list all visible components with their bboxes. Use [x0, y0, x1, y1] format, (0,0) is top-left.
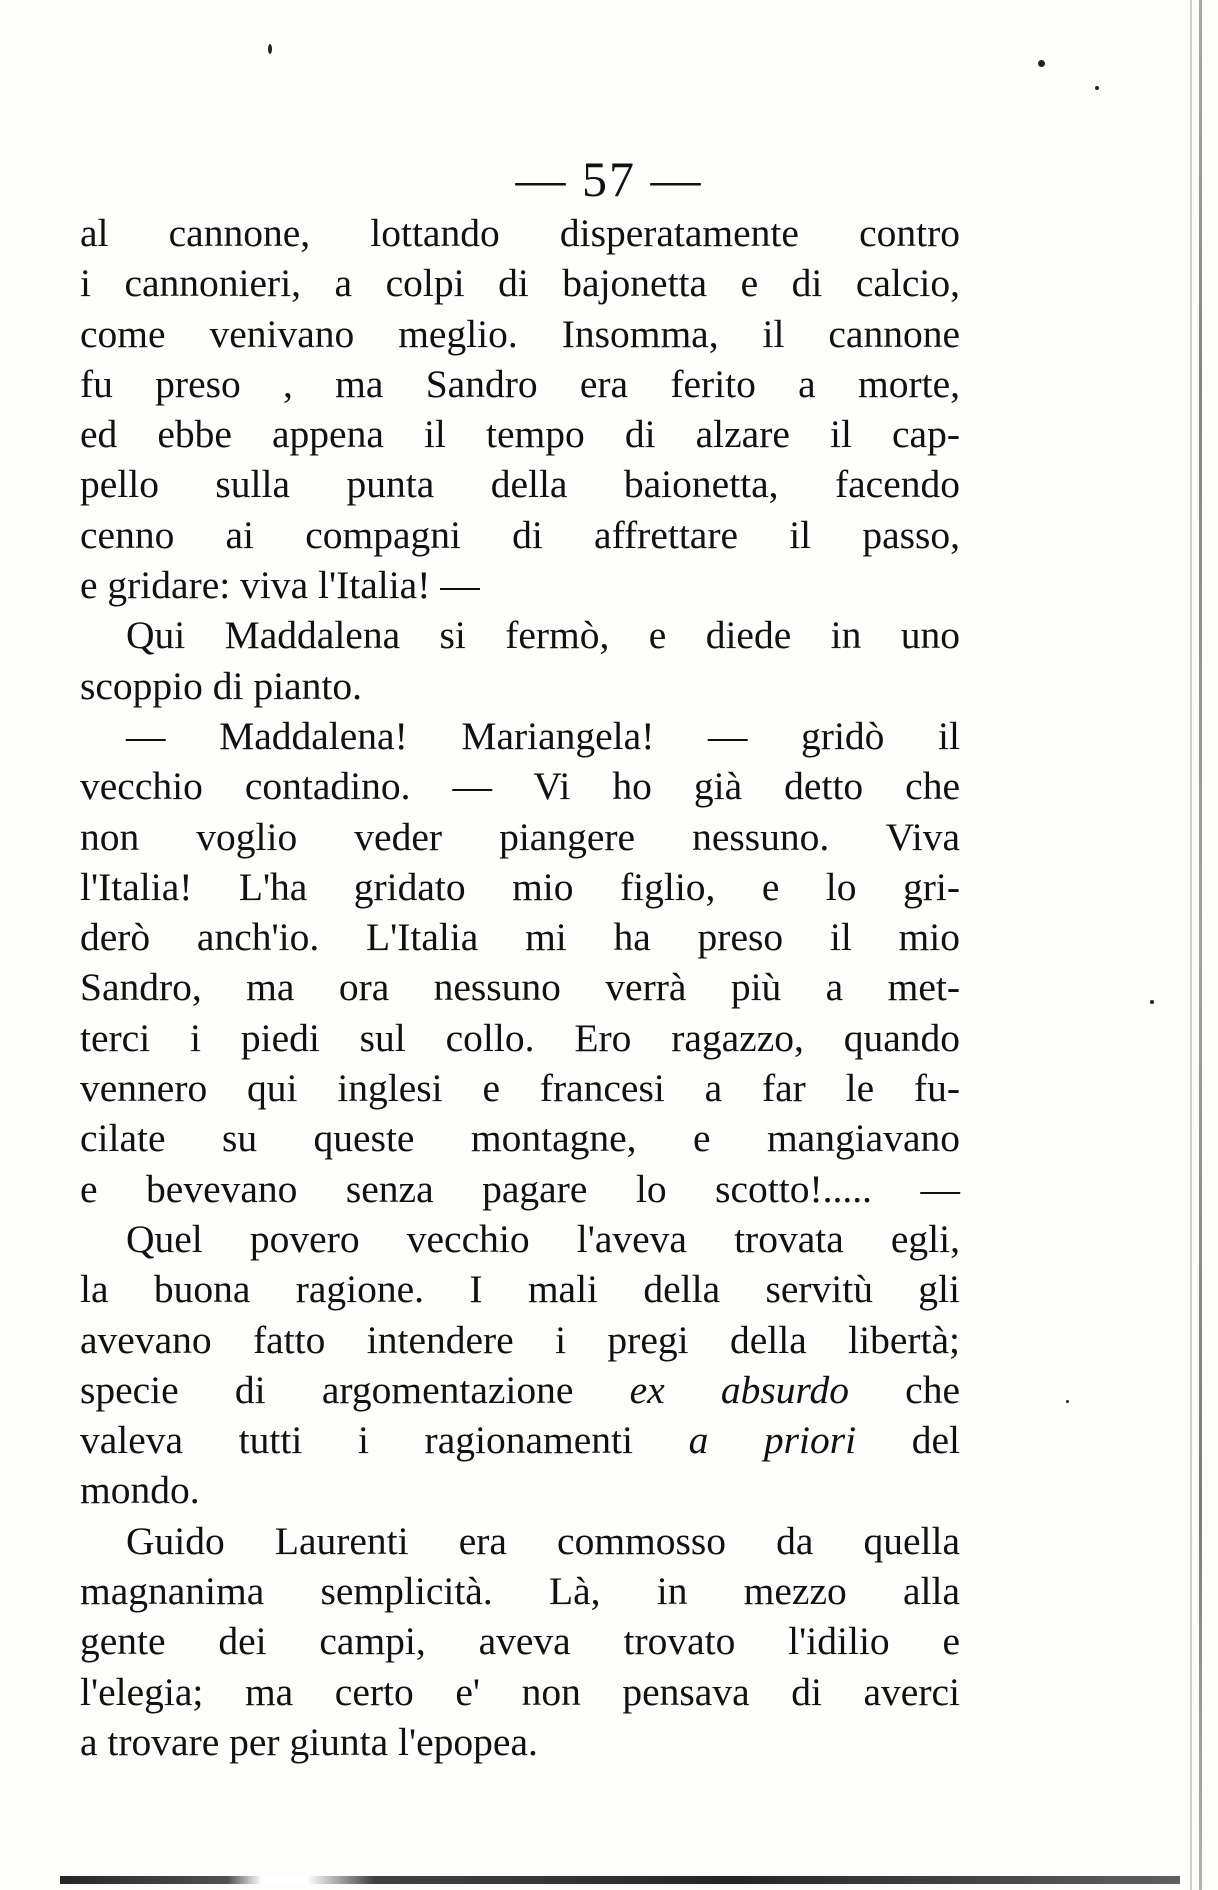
text-line: vecchio contadino. — Vi ho già detto che: [80, 764, 960, 809]
text-line: non voglio veder piangere nessuno. Viva: [80, 814, 960, 859]
text-line: derò anch'io. L'Italia mi ha preso il mio: [80, 915, 960, 960]
scan-speck: [1066, 1400, 1069, 1403]
text-line: terci i piedi sul collo. Ero ragazzo, quando: [80, 1015, 960, 1060]
text-line: Qui Maddalena si fermò, e diede in uno: [126, 613, 960, 658]
text-line: la buona ragione. I mali della servitù gli: [80, 1267, 960, 1312]
text-line: gente dei campi, aveva trovato l'idilio e: [80, 1619, 960, 1664]
text-line: pello sulla punta della baionetta, facendo: [80, 462, 960, 507]
text-line: ed ebbe appena il tempo di alzare il cap-: [80, 412, 960, 457]
scan-speck: [268, 44, 272, 54]
scan-speck: [1095, 86, 1099, 90]
text-line: a trovare per giunta l'epopea.: [80, 1719, 538, 1764]
text-line: Guido Laurenti era commosso da quella: [126, 1518, 960, 1563]
text-line: l'Italia! L'ha gridato mio figlio, e lo gri-: [80, 864, 960, 909]
text-line: e gridare: viva l'Italia! —: [80, 563, 480, 608]
page-number: — 57 —: [515, 151, 703, 207]
italic-phrase: ex absurdo: [629, 1367, 849, 1412]
text-line: — Maddalena! Mariangela! — gridò il: [126, 713, 960, 758]
binding-edge: [1199, 0, 1202, 1890]
text-line: e bevevano senza pagare lo scotto!..... —: [80, 1166, 960, 1211]
bottom-page-edge: [60, 1876, 1180, 1884]
text-line: fu preso , ma Sandro era ferito a morte,: [80, 361, 960, 406]
text-line: magnanima semplicità. Là, in mezzo alla: [80, 1569, 960, 1614]
text-line: l'elegia; ma certo e' non pensava di averci: [80, 1669, 960, 1714]
text-line: specie di argomentazione ex absurdo che: [80, 1367, 960, 1412]
text-line: i cannonieri, a colpi di bajonetta e di calcio,: [80, 261, 960, 306]
text-line: scoppio di pianto.: [80, 663, 362, 708]
text-line: Quel povero vecchio l'aveva trovata egli,: [126, 1216, 960, 1261]
text-line: al cannone, lottando disperatamente contro: [80, 211, 960, 255]
text-line: cilate su queste montagne, e mangiavano: [80, 1116, 960, 1161]
text-line: come venivano meglio. Insomma, il cannone: [80, 311, 960, 356]
scan-speck: [1038, 60, 1045, 67]
text-line: avevano fatto intendere i pregi della libertà;: [80, 1317, 960, 1362]
scan-speck: [1150, 1000, 1154, 1004]
binding-edge-shadow: [1190, 0, 1192, 1890]
text-line: mondo.: [80, 1468, 200, 1513]
text-line: valeva tutti i ragionamenti a priori del: [80, 1418, 960, 1463]
italic-phrase: a priori: [688, 1418, 857, 1463]
text-line: Sandro, ma ora nessuno verrà più a met-: [80, 965, 960, 1010]
text-line: vennero qui inglesi e francesi a far le fu-: [80, 1066, 960, 1111]
text-line: cenno ai compagni di affrettare il passo,: [80, 512, 960, 557]
body-text: [80, 208, 960, 1767]
